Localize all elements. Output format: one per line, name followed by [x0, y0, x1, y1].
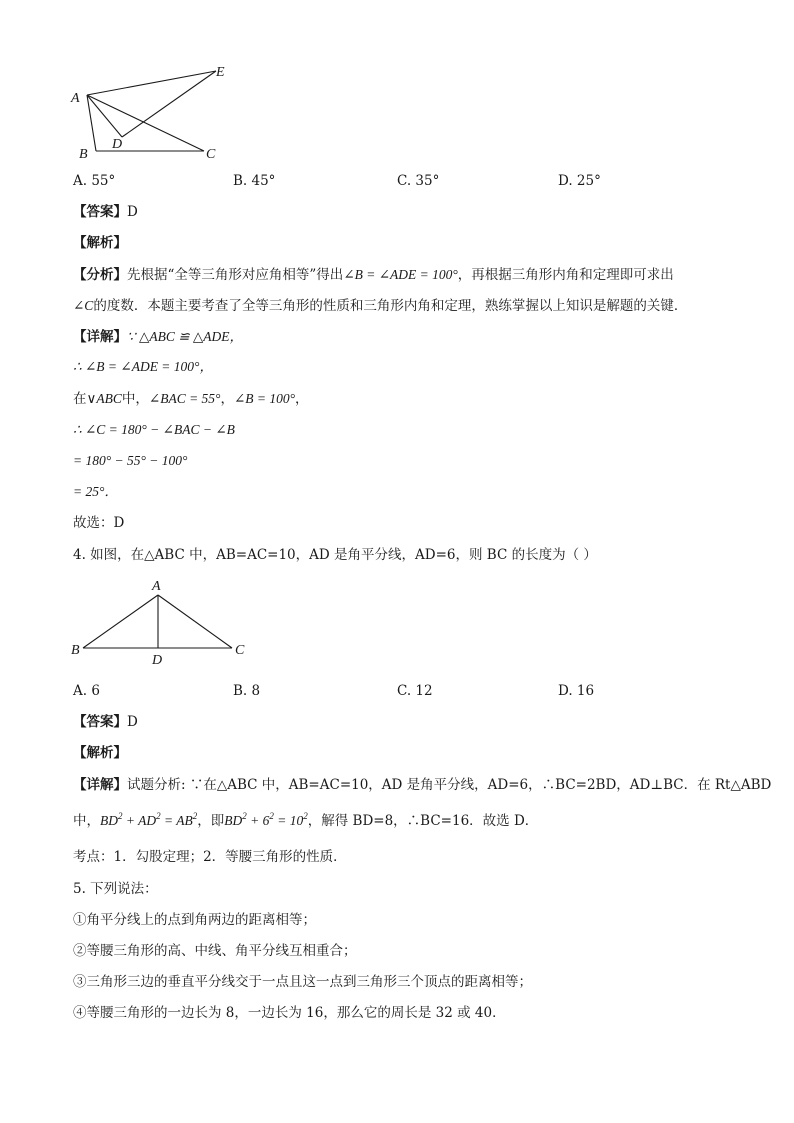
q3-option-b: B. 45°	[233, 173, 276, 189]
substituted-equation: $BD^2 + 6^2 = 10^2$	[224, 811, 308, 828]
label-A: A	[152, 579, 161, 594]
q3-option-d: D. 25°	[558, 173, 601, 189]
figure-isosceles-triangle	[62, 574, 262, 669]
q4-answer: 【答案】D	[73, 714, 138, 730]
label-C: C	[206, 147, 216, 162]
q4-option-b: B. 8	[233, 683, 261, 699]
q4-option-c: C. 12	[397, 683, 433, 699]
label-D: D	[112, 137, 123, 152]
q5-item-1: ①角平分线上的点到角两边的距离相等；	[73, 912, 316, 928]
q3-fenxi-line1: 【分析】先根据“全等三角形对应角相等”得出∠B = ∠ADE = 100°，再根据三角形内角和定理即可求出	[73, 267, 674, 283]
label-B: B	[79, 147, 88, 162]
q5-item-3: ③三角形三边的垂直平分线交于一点且这一点到三角形三个顶点的距离相等；	[73, 974, 532, 990]
q5-item-4: ④等腰三角形的一边长为 8，一边长为 16，那么它的周长是 32 或 40．	[73, 1005, 506, 1021]
q3-detail-line2: ∴ ∠B = ∠ADE = 100°，	[73, 359, 213, 374]
label-E: E	[216, 65, 225, 80]
q4-option-a: A. 6	[73, 683, 100, 699]
q4-stem: 4. 如图，在△ABC 中，AB=AC=10，AD 是角平分线，AD=6，则 BC 的长度为（ ）	[73, 547, 597, 563]
label-B: B	[71, 643, 80, 658]
q3-detail-line5: = 180° − 55° − 100°	[73, 453, 188, 468]
label-D: D	[152, 653, 163, 668]
q5-stem: 5. 下列说法：	[73, 881, 158, 897]
q3-detail-line4: ∴ ∠C = 180° − ∠BAC − ∠B	[73, 422, 235, 437]
q3-fenxi-line2: ∠C的度数．本题主要考查了全等三角形的性质和三角形内角和定理，熟练掌握以上知识是解题的关键．	[73, 298, 688, 314]
q3-detail-line1: 【详解】∵ △ABC ≌ △ADE，	[73, 329, 244, 345]
q4-analysis-heading: 【解析】	[73, 745, 127, 761]
q3-answer: 【答案】D	[73, 204, 138, 220]
figure-triangles-abc-ade	[60, 60, 250, 165]
q3-detail-line3: 在∨ABC中，∠BAC = 55°，∠B = 100°，	[73, 391, 309, 407]
q3-option-c: C. 35°	[397, 173, 440, 189]
label-C: C	[235, 643, 245, 658]
q3-analysis-heading: 【解析】	[73, 235, 127, 251]
q3-option-a: A. 55°	[73, 173, 116, 189]
q4-detail-line1: 【详解】试题分析: ∵在△ABC 中，AB=AC=10，AD 是角平分线，AD=6，∴BC=2BD，AD⊥BC．在 Rt△ABD	[73, 777, 772, 793]
q3-detail-line6: = 25°．	[73, 484, 118, 499]
q4-detail-line2: 中，$BD^2 + AD^2 = AB^2$，即$BD^2 + 6^2 = 10^2$，解得 BD=8，∴BC=16．故选 D．	[73, 811, 539, 829]
q3-choose: 故选：D	[73, 515, 125, 531]
q4-option-d: D. 16	[558, 683, 595, 699]
label-A: A	[71, 91, 80, 106]
q4-kaodian: 考点：1．勾股定理；2．等腰三角形的性质．	[73, 849, 347, 865]
pythagoras-equation: $BD^2 + AD^2 = AB^2$	[100, 811, 198, 828]
q5-item-2: ②等腰三角形的高、中线、角平分线互相重合；	[73, 943, 357, 959]
